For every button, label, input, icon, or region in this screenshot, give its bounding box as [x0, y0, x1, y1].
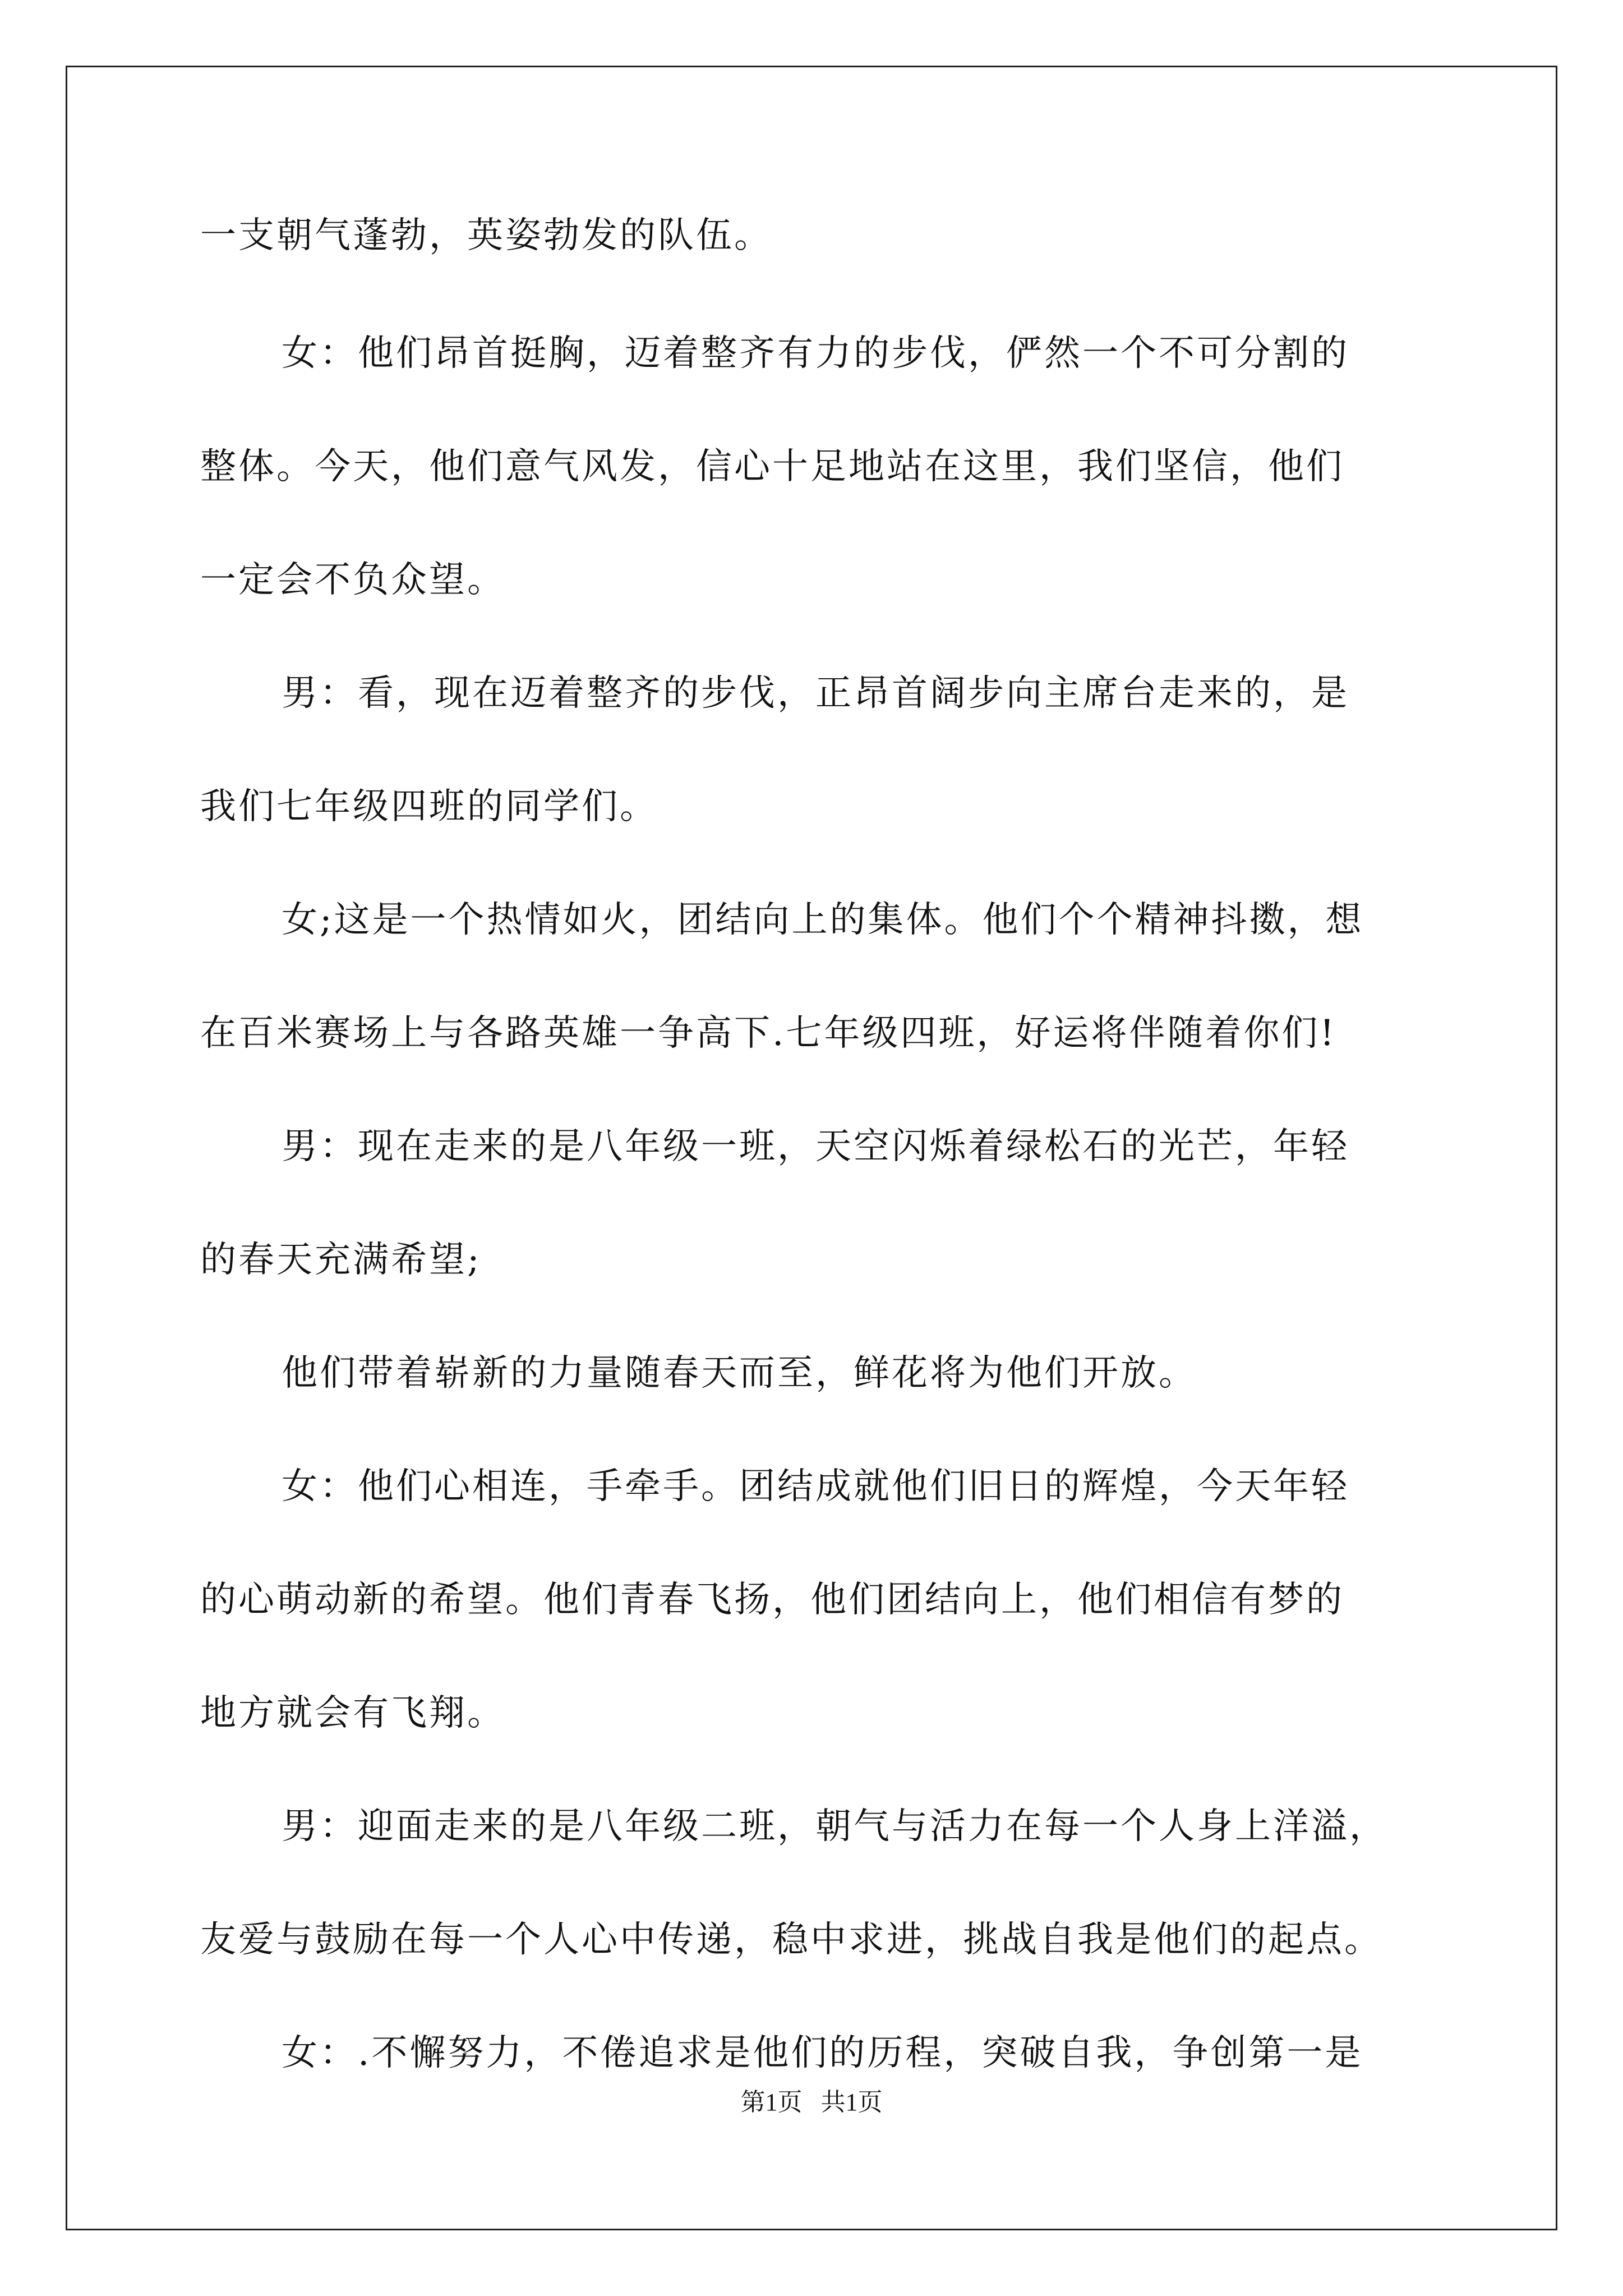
text-line-11: 他们带着崭新的力量随春天而至，鲜花将为他们开放。 — [282, 1352, 1197, 1394]
text-line-13: 的心萌动新的希望。他们青春飞扬，他们团结向上，他们相信有梦的 — [200, 1579, 1344, 1621]
text-line-1: 一支朝气蓬勃，英姿勃发的队伍。 — [200, 215, 772, 256]
text-line-14: 地方就会有飞翔。 — [200, 1692, 505, 1734]
text-line-9: 男：现在走来的是八年级一班，天空闪烁着绿松石的光芒，年轻 — [282, 1126, 1349, 1167]
text-line-17: 女：.不懈努力，不倦追求是他们的历程，突破自我，争创第一是 — [282, 2032, 1363, 2074]
page-footer: 第1页 共1页 — [740, 2088, 883, 2116]
text-line-12: 女：他们心相连，手牵手。团结成就他们旧日的辉煌，今天年轻 — [282, 1466, 1349, 1507]
text-line-6: 我们七年级四班的同学们。 — [200, 786, 658, 827]
text-line-5: 男：看，现在迈着整齐的步伐，正昂首阔步向主席台走来的，是 — [282, 673, 1349, 714]
text-line-7: 女;这是一个热情如火，团结向上的集体。他们个个精神抖擞，想 — [282, 899, 1364, 941]
text-line-8: 在百米赛场上与各路英雄一争高下.七年级四班，好运将伴随着你们! — [200, 1013, 1337, 1054]
text-line-15: 男：迎面走来的是八年级二班，朝气与活力在每一个人身上洋溢， — [282, 1806, 1387, 1847]
text-line-4: 一定会不负众望。 — [200, 559, 505, 601]
text-line-2: 女：他们昂首挺胸，迈着整齐有力的步伐，俨然一个不可分割的 — [282, 333, 1349, 374]
text-line-10: 的春天充满希望; — [200, 1239, 482, 1281]
text-line-16: 友爱与鼓励在每一个人心中传递，稳中求进，挑战自我是他们的起点。 — [200, 1919, 1382, 1961]
text-line-3: 整体。今天，他们意气风发，信心十足地站在这里，我们坚信，他们 — [200, 446, 1344, 487]
